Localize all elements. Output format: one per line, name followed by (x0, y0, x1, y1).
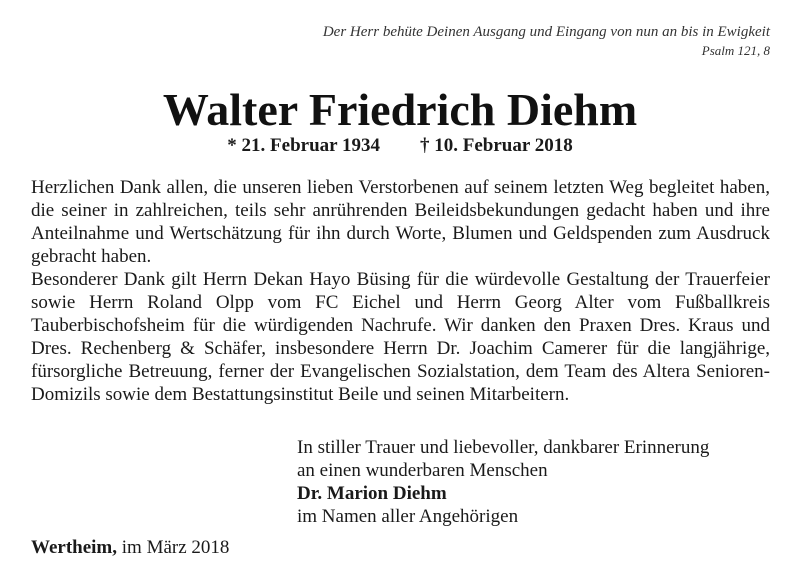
signature-line-2: an einen wunderbaren Menschen (297, 460, 548, 481)
signature-block (297, 436, 709, 528)
signature-line-1: In stiller Trauer und liebevoller, dankbarer Erinnerung (297, 437, 710, 458)
birth-date: * 21. Februar 1934 (227, 135, 380, 156)
signature-line-3: im Namen aller Angehörigen (297, 506, 519, 527)
thank-you-text (31, 176, 770, 406)
verse-reference: Psalm 121, 8 (701, 43, 770, 58)
life-dates (0, 134, 800, 158)
paragraph-2: Besonderer Dank gilt Herrn Dekan Hayo Büsing für die würdevolle Gestaltung der Trauerfeier sowie Herrn Roland Olpp vom FC Eichel und Herrn Georg Alter vom Fußballkreis Tauberbischofsheim für die würdigenden Nachrufe. Wir danken den Praxen Dres. Kraus und Dres. Rechenberg & Schäfer, insbesondere Herrn Dr. Joachim Camerer für die langjährige, fürsorgliche Betreuung, ferner der Evangelischen Sozialstation, dem Team des Altera Senioren-Domizils sowie dem Bestattungsinstitut Beile und seinen Mitarbeitern. (31, 269, 770, 405)
death-date: † 10. Februar 2018 (420, 135, 573, 156)
place-city: Wertheim, (31, 537, 118, 558)
deceased-name: Walter Friedrich Diehm (162, 84, 638, 135)
paragraph-1: Herzlichen Dank allen, die unseren lieben Verstorbenen auf seinem letzten Weg begleitet haben, die seiner in zahlreichen, teils sehr anrührenden Beileidsbekundungen gedacht haben und ihre Anteilnahme und Wertschätzung für ihn durch Worte, Blumen und Geldspenden zum Ausdruck gebracht haben. (31, 177, 770, 267)
signer-name: Dr. Marion Diehm (297, 483, 447, 504)
place-date (31, 536, 229, 559)
place-date-text: im März 2018 (121, 537, 230, 558)
bible-verse (170, 22, 770, 59)
verse-text: Der Herr behüte Deinen Ausgang und Eingang von nun an bis in Ewigkeit (322, 24, 770, 40)
